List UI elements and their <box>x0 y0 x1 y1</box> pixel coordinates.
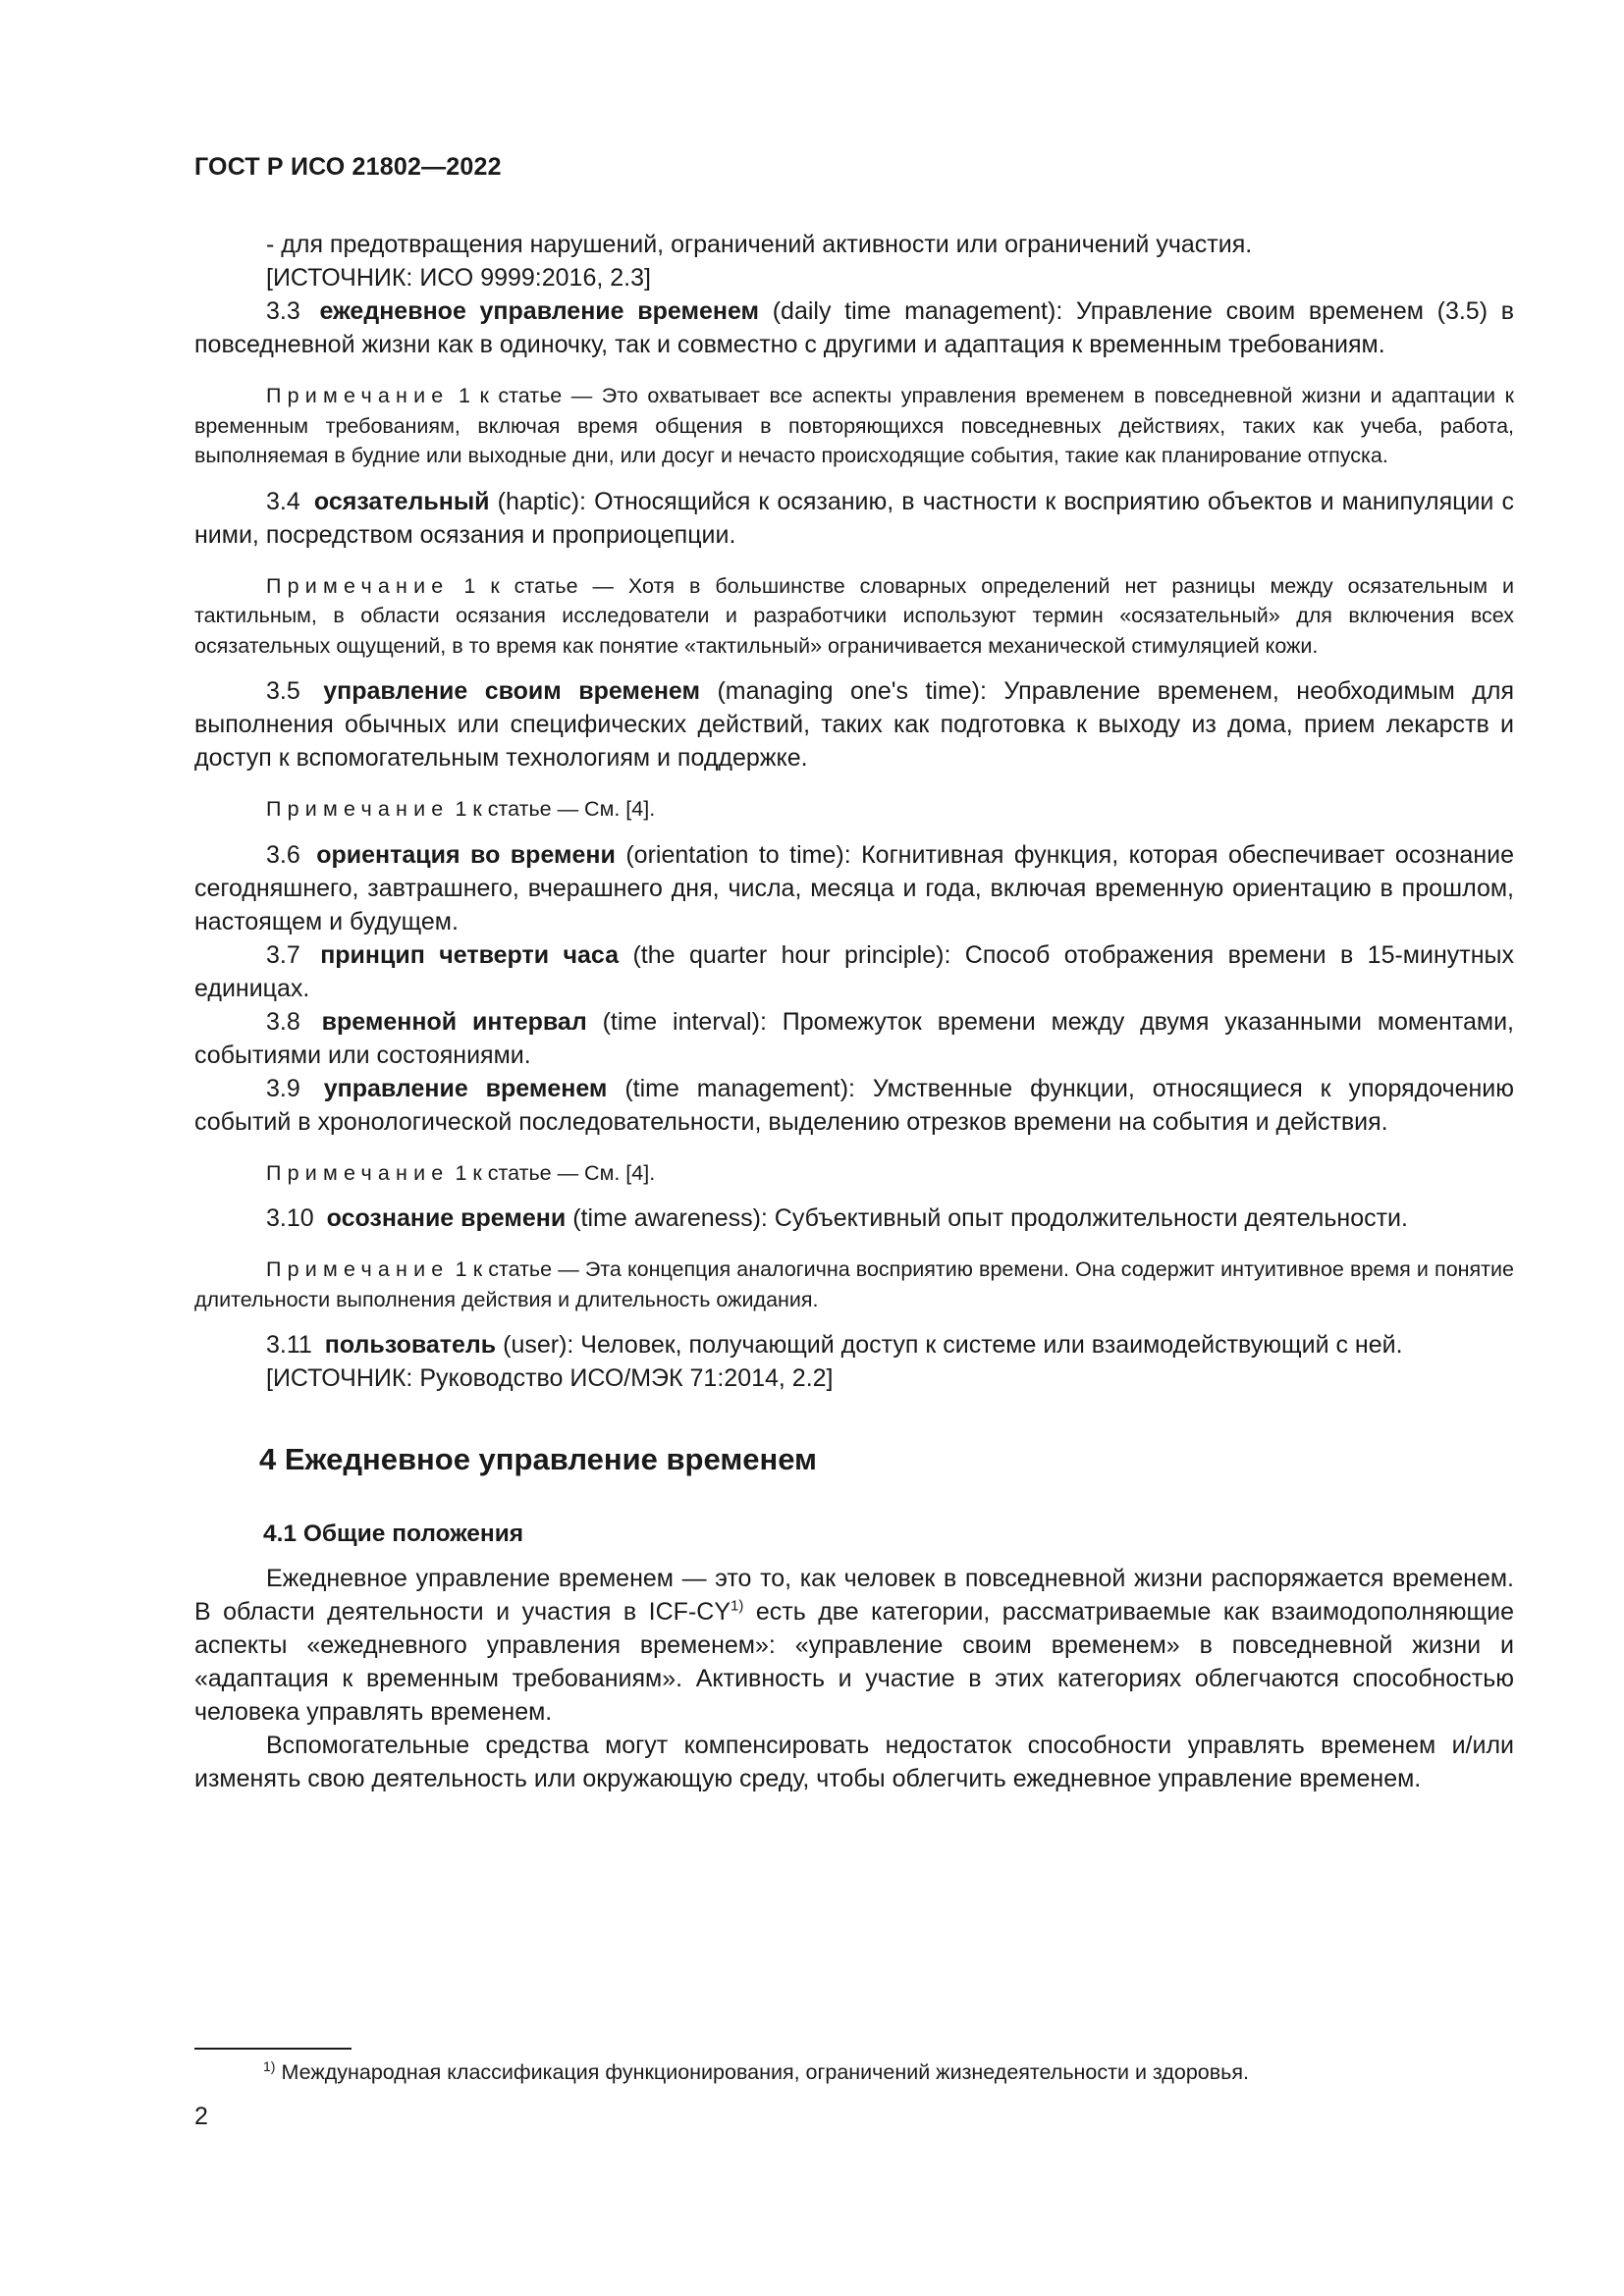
paragraph-4-1-1 <box>194 1562 1514 1729</box>
definition-3-4 <box>194 485 1514 552</box>
definition-3-8 <box>194 1005 1514 1072</box>
definition-term: управление временем <box>323 1074 608 1102</box>
note-text: к статье — Хотя в большинстве словарных определений нет разницы между осязательным и тактильным, в области осязания исследователи и разработчики используют термин «осязательный» для включения всех осязательных ощущений, в то время как понятие «тактильный» ограничивается механической стимуляцией кожи. <box>194 573 1514 658</box>
note-number: 1 <box>455 1257 467 1281</box>
definition-3-10 <box>194 1201 1514 1235</box>
note-3-4 <box>194 571 1514 662</box>
note-number: 1 <box>458 384 470 407</box>
definition-number: 3.11 <box>266 1331 312 1359</box>
definition-number: 3.5 <box>266 677 300 705</box>
source-reference: [ИСТОЧНИК: ИСО 9999:2016, 2.3] <box>266 264 651 292</box>
note-3-9 <box>194 1158 1514 1189</box>
definition-number: 3.9 <box>266 1074 300 1102</box>
footnote-text: Международная классификация функционирования, ограничений жизнедеятельности и здоровья. <box>281 2060 1249 2084</box>
definition-number: 3.10 <box>266 1204 314 1232</box>
footnote <box>263 2057 1510 2087</box>
page-content <box>194 228 1514 1795</box>
definition-term: осязательный <box>313 487 490 515</box>
note-number: 1 <box>463 573 476 598</box>
note-text: к статье — Это охватывает все аспекты управления временем в повседневной жизни и адаптации к временным требованиям, включая время общения в повторяющихся повседневных действиях, таких как учеба, работа, выполняемая в будние или выходные дни, или досуг и нечасто происходящие события, такие как планирование отпуска. <box>194 384 1514 467</box>
source-reference: [ИСТОЧНИК: Руководство ИСО/МЭК 71:2014, 2.2] <box>266 1364 834 1392</box>
note-number: 1 <box>455 1160 467 1185</box>
note-3-3 <box>194 381 1514 471</box>
definition-term: пользователь <box>324 1331 497 1359</box>
definition-text: (managing one's time): Управление временем, необходимым для выполнения обычных или специфических действий, таких как подготовка к выходу из дома, прием лекарств и доступ к вспомогательным технологиям и поддержке. <box>194 677 1515 772</box>
note-label: Примечание <box>266 1257 450 1281</box>
definition-term: принцип четверти часа <box>320 940 620 969</box>
definition-term: ориентация во времени <box>316 840 616 869</box>
section-heading: 4 Ежедневное управление временем <box>259 1442 817 1476</box>
note-label: Примечание <box>266 384 450 407</box>
note-number: 1 <box>455 797 467 821</box>
definition-3-5 <box>194 674 1514 774</box>
paragraph-4-1-2: Вспомогательные средства могут компенсировать недостаток способности управлять временем и/или изменять свою деятельность или окружающую среду, чтобы облегчить ежедневное управление временем. <box>194 1732 1514 1792</box>
note-text: к статье — Эта концепция аналогична восприятию времени. Она содержит интуитивное время и понятие длительности выполнения действия и длительность ожидания. <box>194 1257 1514 1311</box>
document-header: ГОСТ Р ИСО 21802—2022 <box>194 153 502 181</box>
note-text: к статье — См. [4]. <box>466 1160 656 1185</box>
note-3-5 <box>194 794 1514 825</box>
definition-term: управление своим временем <box>323 677 701 705</box>
definition-number: 3.7 <box>266 940 300 969</box>
note-label: Примечание <box>266 573 450 598</box>
definition-3-3 <box>194 294 1514 361</box>
note-label: Примечание <box>266 1160 450 1185</box>
definition-text: (the quarter hour principle): Способ отображения времени в 15-минутных единицах. <box>194 940 1514 1002</box>
definition-3-7 <box>194 938 1514 1005</box>
footnote-ref: 1) <box>731 1597 744 1615</box>
note-text: к статье — См. [4]. <box>466 797 656 821</box>
note-3-10 <box>194 1255 1514 1314</box>
list-item: - для предотвращения нарушений, ограничений активности или ограничений участия. <box>266 231 1253 258</box>
definition-text: (user): Человек, получающий доступ к системе или взаимодействующий с ней. <box>496 1331 1403 1359</box>
definition-text: (haptic): Относящийся к осязанию, в частности к восприятию объектов и манипуляции с ними, посредством осязания и проприоцепции. <box>194 487 1515 549</box>
paragraph-text: есть две категории, рассматриваемые как взаимодополняющие аспекты «ежедневного управления временем»: «управление своим временем» в повседневной жизни и «адаптация к временным требованиям». Активность и участие в этих категориях облегчаются способностью человека управлять временем. <box>194 1598 1514 1726</box>
definition-term: осознание времени <box>326 1204 567 1232</box>
definition-3-6 <box>194 838 1514 938</box>
definition-text: (daily time management): Управление своим временем (3.5) в повседневной жизни как в одиночку, так и совместно с другими и адаптация к временным требованиям. <box>194 297 1514 358</box>
definition-text: (time awareness): Субъективный опыт продолжительности деятельности. <box>566 1204 1408 1232</box>
definition-text: (orientation to time): Когнитивная функция, которая обеспечивает осознание сегодняшнего, завтрашнего, вчерашнего дня, числа, месяца и года, включая временную ориентацию в прошлом, настоящем и будущем. <box>194 840 1514 935</box>
definition-term: ежедневное управление временем <box>319 297 760 325</box>
footnote-divider <box>194 2048 352 2050</box>
definition-3-9 <box>194 1072 1514 1139</box>
definition-text: (time interval): Промежуток времени между двумя указанными моментами, событиями или состояниями. <box>194 1007 1514 1069</box>
definition-text: (time management): Умственные функции, относящиеся к упорядочению событий в хронологической последовательности, выделению отрезков времени на события и действия. <box>194 1074 1514 1136</box>
subsection-heading: 4.1 Общие положения <box>263 1521 524 1547</box>
footnote-marker: 1) <box>263 2057 276 2074</box>
definition-number: 3.3 <box>266 297 300 325</box>
definition-number: 3.6 <box>266 840 300 869</box>
paragraph-text: Ежедневное управление временем — это то, как человек в повседневной жизни распоряжается временем. В области деятельности и участия в ICF-CY <box>194 1565 1514 1626</box>
definition-number: 3.4 <box>266 487 300 515</box>
note-label: Примечание <box>266 797 450 821</box>
page-number: 2 <box>194 2103 208 2130</box>
definition-3-11 <box>194 1328 1514 1362</box>
definition-term: временной интервал <box>321 1007 587 1036</box>
definition-number: 3.8 <box>266 1007 300 1036</box>
